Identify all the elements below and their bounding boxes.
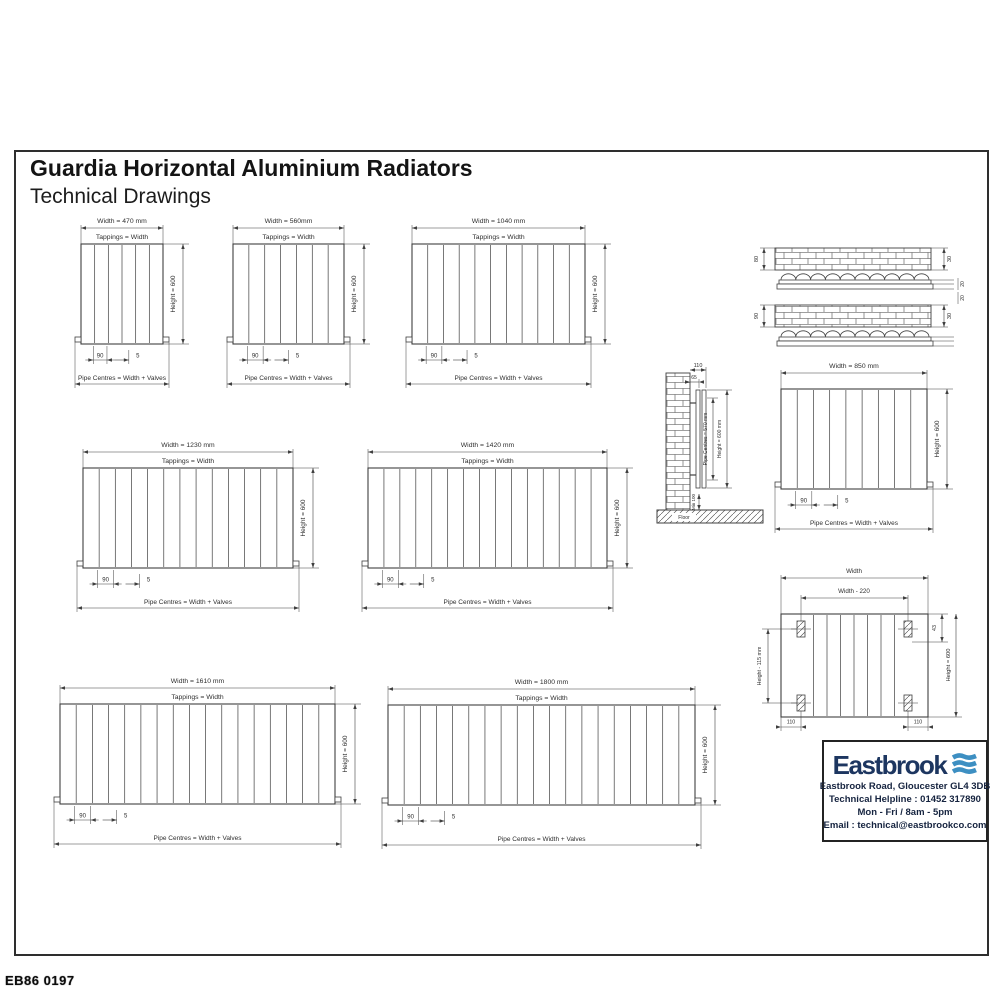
svg-text:Tappings = Width: Tappings = Width [461,458,514,465]
svg-text:Width = 560mm: Width = 560mm [264,218,313,225]
svg-text:110: 110 [693,363,703,369]
title-block [30,155,473,209]
svg-text:Tappings = Width: Tappings = Width [262,234,315,241]
brand-helpline: Technical Helpline : 01452 317890 [829,793,981,805]
svg-text:Height = 600: Height = 600 [351,275,358,313]
svg-text:Height = 600: Height = 600 [934,420,941,458]
svg-text:Width: Width [846,568,862,575]
svg-text:Width = 1420 mm: Width = 1420 mm [460,442,515,449]
svg-text:90: 90 [407,814,414,821]
svg-text:80: 80 [754,255,760,263]
brand-box [819,740,991,842]
svg-text:Height - 115 mm: Height - 115 mm [757,646,763,686]
bracket-detail-view [752,565,992,737]
svg-text:65: 65 [691,375,697,381]
svg-text:30: 30 [947,312,953,320]
svg-text:Width - 220: Width - 220 [838,588,870,595]
svg-text:Width = 850 mm: Width = 850 mm [829,363,879,370]
svg-text:5: 5 [295,353,300,360]
svg-text:20: 20 [960,295,966,301]
svg-text:20: 20 [960,281,966,287]
svg-text:Height = 600: Height = 600 [342,735,349,773]
svg-text:90: 90 [430,353,438,360]
brand-hours: Mon - Fri / 8am - 5pm [857,806,953,818]
svg-text:5: 5 [123,813,128,820]
brand-address: Eastbrook Road, Gloucester GL4 3DB [819,780,991,792]
svg-text:90: 90 [386,577,394,584]
svg-text:110: 110 [786,719,796,726]
plan-views [748,228,992,364]
svg-text:Width = 470 mm: Width = 470 mm [97,218,147,225]
svg-text:Floor: Floor [678,515,690,521]
svg-text:Pipe Centres = Width + Valves: Pipe Centres = Width + Valves [454,375,543,382]
radiator-front-view-1800 [373,675,728,853]
svg-text:Pipe Centres = Width + Valves: Pipe Centres = Width + Valves [497,836,586,843]
svg-text:5: 5 [146,577,151,584]
svg-text:Pipe Centres = Width + Valves: Pipe Centres = Width + Valves [244,375,333,382]
svg-text:110: 110 [913,719,923,726]
svg-text:Width = 1040 mm: Width = 1040 mm [471,218,526,225]
svg-text:Tappings = Width: Tappings = Width [171,694,224,701]
svg-text:Width = 1230 mm: Width = 1230 mm [161,442,215,449]
svg-text:Pipe Centres = 570 mm: Pipe Centres = 570 mm [703,412,709,466]
svg-text:Height = 600: Height = 600 [702,736,709,774]
brand-logo-row [832,749,978,780]
radiator-front-view-1040 [397,214,618,392]
svg-text:Height = 600: Height = 600 [592,275,599,313]
svg-text:Height = 600: Height = 600 [614,499,621,537]
svg-text:90: 90 [754,312,760,320]
page-title: Guardia Horizontal Aluminium Radiators [30,155,473,181]
side-view-wall-mounting [655,358,767,530]
product-code: EB86 0197 [5,973,75,988]
brand-logo-text: Eastbrook [832,749,947,780]
svg-text:Min 100: Min 100 [691,493,696,511]
svg-text:90: 90 [96,353,104,360]
radiator-front-view-1420 [353,438,640,616]
svg-text:90: 90 [102,577,109,584]
svg-text:43: 43 [932,625,938,631]
svg-text:5: 5 [474,353,478,360]
svg-text:Width = 1610 mm: Width = 1610 mm [170,678,225,685]
svg-text:Height = 600: Height = 600 [170,275,177,313]
svg-text:Width = 1800 mm: Width = 1800 mm [514,679,569,686]
svg-text:Height = 600 mm: Height = 600 mm [717,419,723,459]
svg-text:5: 5 [431,577,435,584]
svg-text:Tappings = Width: Tappings = Width [472,234,525,241]
radiator-front-view-1610 [45,674,368,852]
radiator-front-view-470 [66,214,196,392]
svg-text:90: 90 [251,353,259,360]
svg-text:Tappings = Width: Tappings = Width [161,458,215,465]
svg-text:Pipe Centres = Width + Valves: Pipe Centres = Width + Valves [77,375,167,382]
page-subtitle: Technical Drawings [30,185,211,208]
svg-text:Pipe Centres = Width + Valves: Pipe Centres = Width + Valves [809,520,899,527]
brand-waves-icon [951,753,977,777]
svg-text:30: 30 [947,255,953,263]
svg-text:5: 5 [845,498,849,505]
svg-text:Height = 600: Height = 600 [946,648,952,682]
svg-text:Pipe Centres = Width + Valves: Pipe Centres = Width + Valves [153,835,242,842]
radiator-front-view-560 [218,214,377,392]
svg-text:5: 5 [451,814,456,821]
svg-text:Tappings = Width: Tappings = Width [515,695,568,702]
svg-text:Height = 600: Height = 600 [300,499,307,537]
svg-text:Pipe Centres = Width + Valves: Pipe Centres = Width + Valves [443,599,532,606]
svg-text:Tappings = Width: Tappings = Width [95,234,149,241]
svg-text:90: 90 [79,813,86,820]
radiator-front-view-850 [766,359,960,537]
svg-text:Pipe Centres = Width + Valves: Pipe Centres = Width + Valves [143,599,233,606]
svg-text:5: 5 [136,353,140,360]
radiator-front-view-1230 [68,438,326,616]
brand-email: Email : technical@eastbrookco.com [823,819,987,831]
svg-text:90: 90 [800,498,808,505]
